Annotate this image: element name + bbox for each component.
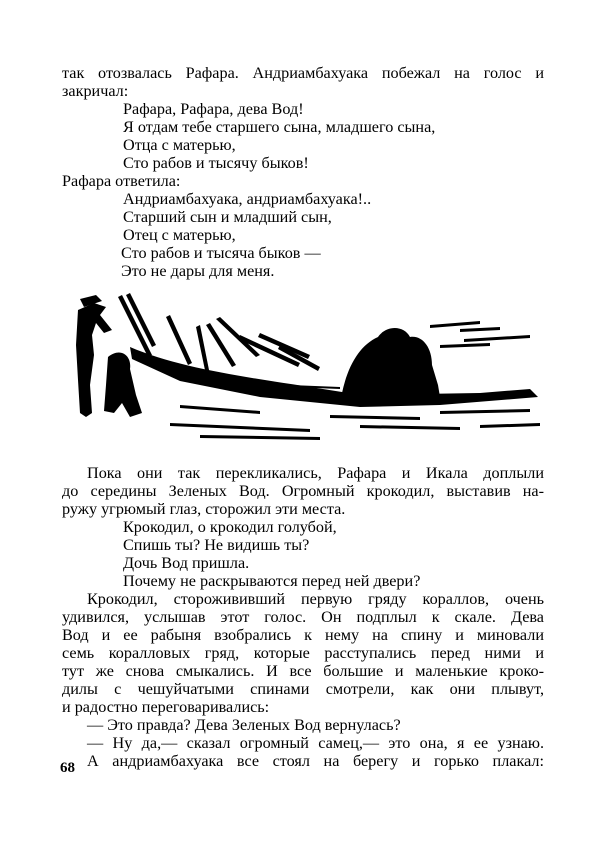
- verse-line: Старший сын и младший сын,: [123, 208, 332, 226]
- paragraph-line: тут же снова смыкались. И все большие и маленькие кроко-: [62, 662, 544, 680]
- paragraph-line: Пока они так перекликались, Рафара и Икала доплыли: [87, 464, 544, 482]
- verse-line: Андриамбахуака, андриамбахуака!..: [123, 190, 372, 208]
- paragraph-line: удивился, услышав этот голос. Он подплыл к скале. Дева: [62, 608, 544, 626]
- paragraph-line: ружу угрюмый глаз, сторожил эти места.: [62, 500, 346, 518]
- paragraph-line: Рафара ответила:: [62, 172, 181, 190]
- verse-line: Отец с матерью,: [123, 226, 236, 244]
- paragraph-line: и радостно переговаривались:: [62, 698, 270, 716]
- verse-line: Я отдам тебе старшего сына, младшего сына,: [123, 118, 436, 136]
- paragraph-line: Вод и ее рабыня взобрались к нему на спину и миновали: [62, 626, 544, 644]
- verse-line: Это не дары для меня.: [121, 262, 275, 280]
- verse-line: Дочь Вод пришла.: [123, 554, 250, 572]
- verse-line: Отца с матерью,: [123, 136, 236, 154]
- verse-line: Сто рабов и тысяча быков —: [121, 244, 321, 262]
- dialogue-line: — Это правда? Дева Зеленых Вод вернулась?: [87, 716, 401, 734]
- verse-line: Спишь ты? Не видишь ты?: [123, 536, 310, 554]
- paragraph-line: дилы с чешуйчатыми спинами смотрели, как они плывут,: [62, 680, 544, 698]
- verse-line: Крокодил, о крокодил голубой,: [123, 518, 337, 536]
- verse-line: Почему не раскрываются перед ней двери?: [123, 572, 421, 590]
- verse-line: Сто рабов и тысячу быков!: [123, 154, 309, 172]
- verse-line: Рафара, Рафара, дева Вод!: [123, 100, 304, 118]
- paragraph-line: Крокодил, сторожививший первую гряду кораллов, очень: [87, 590, 544, 608]
- paragraph-line: закричал:: [62, 82, 129, 100]
- paragraph-line: семь коралловых гряд, которые расступались перед ними и: [62, 644, 544, 662]
- dialogue-line: — Ну да,— сказал огромный самец,— это она, я ее узнаю.: [87, 734, 544, 752]
- paragraph-line: А андриамбахуака все стоял на берегу и горько плакал:: [87, 752, 544, 770]
- paragraph-line: до середины Зеленых Вод. Огромный крокодил, выставив на-: [62, 482, 544, 500]
- paragraph-line: так отозвалась Рафара. Андриамбахуака побежал на голос и: [62, 64, 544, 82]
- woodcut-illustration: [60, 285, 550, 445]
- page-number: 68: [60, 760, 75, 776]
